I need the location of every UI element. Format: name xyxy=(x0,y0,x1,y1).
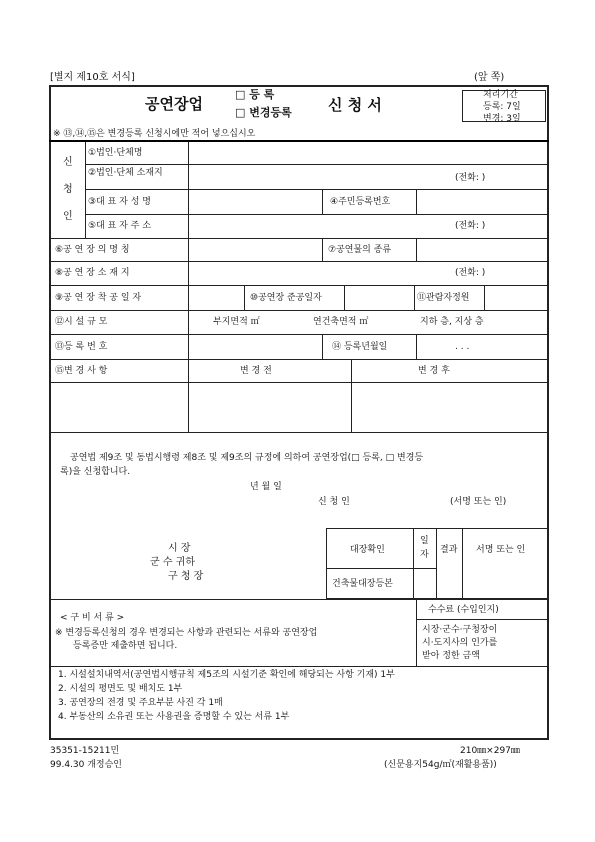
declaration-date: 년 월 일 xyxy=(250,482,282,492)
rule xyxy=(49,310,549,311)
processing-period-title: 처리기간 xyxy=(483,90,518,100)
declaration-applicant: 신 청 인 xyxy=(318,497,350,507)
venue-name-label: ⑥공 연 장 의 명 칭 xyxy=(55,245,130,255)
rule xyxy=(49,238,549,239)
sign-label: 서명 또는 인 xyxy=(476,545,526,555)
rule xyxy=(413,528,414,599)
rule xyxy=(49,359,549,360)
staff-label-2: 자 xyxy=(420,550,429,560)
declaration-sign: (서명 또는 인) xyxy=(450,497,507,507)
rule xyxy=(49,285,549,286)
form-code: 35351-15211민 xyxy=(50,746,120,756)
rule xyxy=(326,568,436,569)
registration-date-dots: . . . xyxy=(455,342,470,352)
applicant-label-2: 청 xyxy=(63,184,73,195)
rule xyxy=(416,238,417,261)
registration-number-label: ⑬등 록 번 호 xyxy=(55,342,108,352)
form-number: [별지 제10호 서식] xyxy=(50,72,135,83)
rule xyxy=(188,142,189,432)
rule xyxy=(416,599,417,666)
title-main: 공연장업 xyxy=(145,95,203,113)
applicant-label-3: 인 xyxy=(63,211,73,222)
corp-name-label: ①법인·단체명 xyxy=(88,148,143,158)
change-items-label: ⑮변 경 사 항 xyxy=(55,366,108,376)
seat-capacity-label: ⑪관람자정원 xyxy=(417,293,470,303)
recipient-county: 군 수 귀하 xyxy=(150,557,195,568)
before-change-label: 변 경 전 xyxy=(240,366,272,376)
rule xyxy=(416,334,417,359)
documents-note-2: 등록증만 제출하면 됩니다. xyxy=(73,641,178,651)
applicant-label-1: 신 xyxy=(63,157,73,168)
rule xyxy=(322,334,323,359)
title-suffix: 신 청 서 xyxy=(328,96,382,114)
corp-address-label: ②법인·단체 소재지 xyxy=(88,168,163,178)
rule xyxy=(436,528,437,599)
fee-line-1: 시장·군수·구청장이 xyxy=(422,625,498,635)
facility-scale-label: ⑫시 설 규 모 xyxy=(55,317,108,327)
rule xyxy=(351,359,352,432)
rule xyxy=(85,164,549,165)
floors-label: 지하 층, 지상 층 xyxy=(420,317,484,327)
rule xyxy=(416,619,549,620)
processing-period-register: 등록: 7일 xyxy=(483,102,521,112)
rule xyxy=(462,528,463,599)
declaration-text-2: 록)을 신청합니다. xyxy=(60,467,131,477)
ledger-check-label: 대장확인 xyxy=(350,545,385,555)
rep-name-label: ③대 표 자 성 명 xyxy=(88,197,151,207)
rep-address-label: ⑤대 표 자 주 소 xyxy=(88,221,151,231)
document-item-1: 1. 시설설치내역서(공연법시행규칙 제5조의 시설기준 확인에 해당되는 사항 기재) 1부 xyxy=(58,670,395,680)
rule xyxy=(49,599,549,600)
rule xyxy=(414,285,415,310)
fee-line-2: 시·도지사의 인가를 xyxy=(422,638,498,648)
paper-type: (신문용지54g/㎡(재활용품)) xyxy=(384,760,497,770)
document-item-4: 4. 부동산의 소유권 또는 사용권을 증명할 수 있는 서류 1부 xyxy=(58,712,290,722)
page-side: (앞 쪽) xyxy=(474,72,505,83)
fee-line-3: 받아 정한 금액 xyxy=(422,651,480,661)
phone-label: (전화: ) xyxy=(455,173,486,183)
result-label: 결과 xyxy=(440,545,458,555)
venue-type-label: ⑦공연물의 종류 xyxy=(328,245,392,255)
recipient-district: 구 청 장 xyxy=(168,571,204,582)
rule xyxy=(85,189,549,190)
resident-number-label: ④주민등록번호 xyxy=(330,197,391,207)
rule xyxy=(344,285,345,310)
rule xyxy=(49,432,549,433)
recipient-mayor: 시 장 xyxy=(168,543,191,554)
floor-area-label: 연건축면적 ㎡ xyxy=(313,317,369,327)
rule xyxy=(484,285,485,310)
rule xyxy=(49,382,549,383)
rule xyxy=(49,261,549,262)
rule xyxy=(85,214,549,215)
rule xyxy=(322,189,323,214)
registration-date-label: ⑭ 등록년월일 xyxy=(332,342,388,352)
phone-label: (전화: ) xyxy=(455,221,486,231)
documents-note-1: ※ 변경등록신청의 경우 변경되는 사항과 관련되는 서류와 공연장업 xyxy=(55,628,318,638)
rule xyxy=(322,238,323,261)
phone-label: (전화: ) xyxy=(455,268,486,278)
table-top-rule xyxy=(49,140,549,142)
after-change-label: 변 경 후 xyxy=(418,366,450,376)
rule xyxy=(416,189,417,214)
instruction-note: ※ ⑬,⑭,⑮은 변경등록 신청시에만 적어 넣으십시오 xyxy=(53,129,256,139)
paper-size: 210㎜×297㎜ xyxy=(460,746,520,756)
rule xyxy=(49,334,549,335)
building-ledger-label: 건축물대장등본 xyxy=(332,579,393,589)
venue-address-label: ⑧공 연 장 소 재 지 xyxy=(55,268,130,278)
rule xyxy=(244,285,245,310)
processing-period-change: 변경: 3일 xyxy=(483,114,521,124)
complete-date-label: ⑩공연장 준공일자 xyxy=(250,293,322,303)
site-area-label: 부지면적 ㎡ xyxy=(213,317,260,327)
approval-date: 99.4.30 개정승인 xyxy=(50,760,122,770)
declaration-text-1: 공연법 제9조 및 동법시행령 제8조 및 제9조의 규정에 의하여 공연장업(□ 등록, □ 변경등 xyxy=(70,453,424,463)
rule xyxy=(49,666,549,667)
document-item-3: 3. 공연장의 전경 및 주요부분 사진 각 1매 xyxy=(58,698,223,708)
documents-title: < 구 비 서 류 > xyxy=(60,613,125,623)
start-date-label: ⑨공 연 장 착 공 일 자 xyxy=(55,293,142,303)
staff-label-1: 일 xyxy=(420,536,429,546)
title-option-register: □ 등 록 xyxy=(235,88,275,101)
title-option-change: □ 변경등록 xyxy=(235,106,292,119)
rule xyxy=(85,142,86,238)
document-item-2: 2. 시설의 평면도 및 배치도 1부 xyxy=(58,684,183,694)
fee-title: 수수료 (수입인지) xyxy=(428,605,499,615)
